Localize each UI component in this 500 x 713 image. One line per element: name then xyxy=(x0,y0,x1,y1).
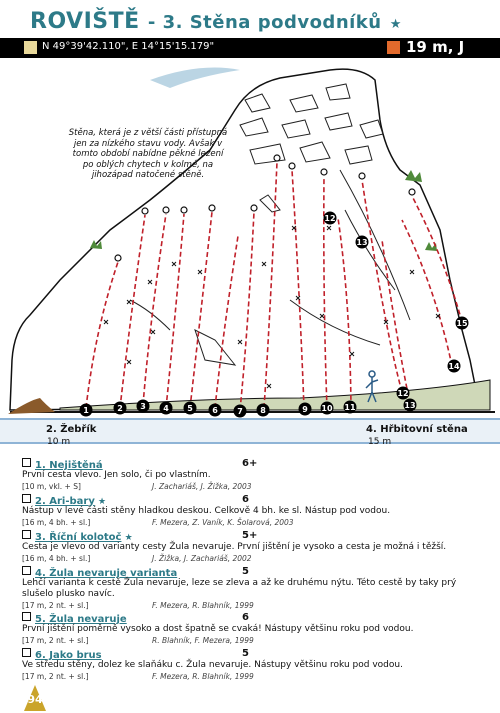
page-title: ROVIŠTĚ - 3. Stěna podvodníků ★ xyxy=(30,9,402,34)
route-name[interactable]: 2. Ari-bary ★ xyxy=(22,494,106,507)
route-description: Ve středu stěny, dolez ke slaňáku c. Žula nevaruje. Nástupy většinu roku pod vodou. xyxy=(22,660,403,670)
route-marker-1 xyxy=(80,404,93,417)
route-authors: J. Žižka, J. Zachariáš, 2002 xyxy=(152,554,252,563)
route-marker-9 xyxy=(299,403,312,416)
route-name[interactable]: 1. Nejištěná xyxy=(22,458,103,471)
route-meta: [10 m, vkl. + S] xyxy=(22,482,81,491)
checkbox-icon[interactable] xyxy=(22,566,31,575)
route-authors: R. Blahník, F. Mezera, 1999 xyxy=(152,636,254,645)
route-description: První jištění poměrně vysoko a dost špatně se cvaká! Nástupy většinu roku pod vodou. xyxy=(22,624,414,634)
nav-left-label[interactable]: 2. Žebřík xyxy=(46,424,97,435)
route-grade: 6+ xyxy=(242,458,258,469)
route-marker-label: 14 xyxy=(448,362,460,371)
route-marker-label: 8 xyxy=(260,406,266,415)
svg-text:12: 12 xyxy=(324,214,336,223)
route-meta: [16 m, 4 bh. + sl.] xyxy=(22,518,91,527)
wall-description: Stěna, která je z větší části přístupná jen za nízkého stavu vody. Avšak v tomto období nabídne pěkné lezení po oblých chytech v kolmé, na jihozápad natočené stěně. xyxy=(68,128,228,180)
route-marker-3 xyxy=(137,400,150,413)
nav-left-distance: 10 m xyxy=(47,437,71,447)
route-grade: 5 xyxy=(242,648,249,659)
route-marker-5 xyxy=(184,402,197,415)
checkbox-icon[interactable] xyxy=(22,648,31,657)
route-marker-11 xyxy=(344,401,357,414)
route-grade: 6 xyxy=(242,612,249,623)
nav-right-label[interactable]: 4. Hřbitovní stěna xyxy=(366,424,468,435)
route-marker-label: 3 xyxy=(140,402,146,411)
route-marker-7 xyxy=(234,405,247,418)
route-marker-label: 7 xyxy=(237,407,243,416)
gps-coordinates: N 49°39'42.110", E 14°15'15.179" xyxy=(42,41,215,52)
route-meta: [16 m, 4 bh. + sl.] xyxy=(22,554,91,563)
route-marker-10 xyxy=(321,402,334,415)
page-number: 94 xyxy=(27,693,43,706)
route-description: Lehčí varianta k cestě Žula nevaruje, leze se zleva a až ke druhému nýtu. Této cestě by taky prý slušelo plusko navíc. xyxy=(22,578,457,599)
route-grade: 6 xyxy=(242,494,249,505)
route-meta: [17 m, 2 nt. + sl.] xyxy=(22,672,89,681)
route-marker-12 xyxy=(397,387,410,400)
checkbox-icon[interactable] xyxy=(22,458,31,467)
route-name[interactable]: 5. Žula nevaruje xyxy=(22,612,127,625)
route-marker-2 xyxy=(114,402,127,415)
checkbox-icon[interactable] xyxy=(22,530,31,539)
route-name[interactable]: 3. Říční kolotoč ★ xyxy=(22,530,133,543)
route-grade: 5+ xyxy=(242,530,258,541)
route-description: Nástup v levé části stěny hladkou deskou. Celkově 4 bh. ke sl. Nástup pod vodou. xyxy=(22,506,391,516)
route-name[interactable]: 4. Žula nevaruje varianta xyxy=(22,566,177,579)
checkbox-icon[interactable] xyxy=(22,612,31,621)
route-marker-6 xyxy=(209,404,222,417)
route-marker-label: 12 xyxy=(397,389,409,398)
route-authors: F. Mezera, R. Blahník, 1999 xyxy=(152,672,254,681)
star-icon: ★ xyxy=(94,497,107,507)
route-marker-label: 6 xyxy=(212,406,218,415)
star-icon: ★ xyxy=(389,17,402,32)
route-marker-label: 1 xyxy=(83,406,89,415)
route-marker-label: 5 xyxy=(187,404,193,413)
route-marker-label: 9 xyxy=(302,405,308,414)
route-marker-4 xyxy=(160,402,173,415)
route-marker-15 xyxy=(456,317,469,330)
route-marker-label: 11 xyxy=(344,403,356,412)
checkbox-icon[interactable] xyxy=(22,494,31,503)
route-marker-label: 2 xyxy=(117,404,123,413)
nav-right-distance: 15 m xyxy=(368,437,392,447)
route-marker-12-upper xyxy=(324,212,337,225)
svg-text:13: 13 xyxy=(356,238,368,247)
route-marker-8 xyxy=(257,404,270,417)
wall-height: 19 m, J xyxy=(406,38,465,56)
route-authors: F. Mezera, Z. Vaník, K. Šolarová, 2003 xyxy=(152,518,294,527)
route-description: Cesta je vlevo od varianty cesty Žula nevaruje. První jištění je vysoko a cesta je možná i těžší. xyxy=(22,542,447,552)
route-authors: F. Mezera, R. Blahník, 1999 xyxy=(152,601,254,610)
route-name[interactable]: 6. Jako brus xyxy=(22,648,102,661)
route-marker-label: 13 xyxy=(404,401,416,410)
star-icon: ★ xyxy=(121,533,133,543)
route-marker-13 xyxy=(404,399,417,412)
route-marker-label: 10 xyxy=(321,404,333,413)
route-meta: [17 m, 2 nt. + sl.] xyxy=(22,636,89,645)
route-meta: [17 m, 2 nt. + sl.] xyxy=(22,601,89,610)
route-description: První cesta vlevo. Jen solo, či po vlastním. xyxy=(22,470,211,480)
route-grade: 5 xyxy=(242,566,249,577)
route-marker-14 xyxy=(448,360,461,373)
route-marker-label: 15 xyxy=(456,319,468,328)
route-authors: J. Zachariáš, J. Žižka, 2003 xyxy=(152,482,252,491)
route-marker-label: 4 xyxy=(163,404,169,413)
route-marker-13-upper xyxy=(356,236,369,249)
